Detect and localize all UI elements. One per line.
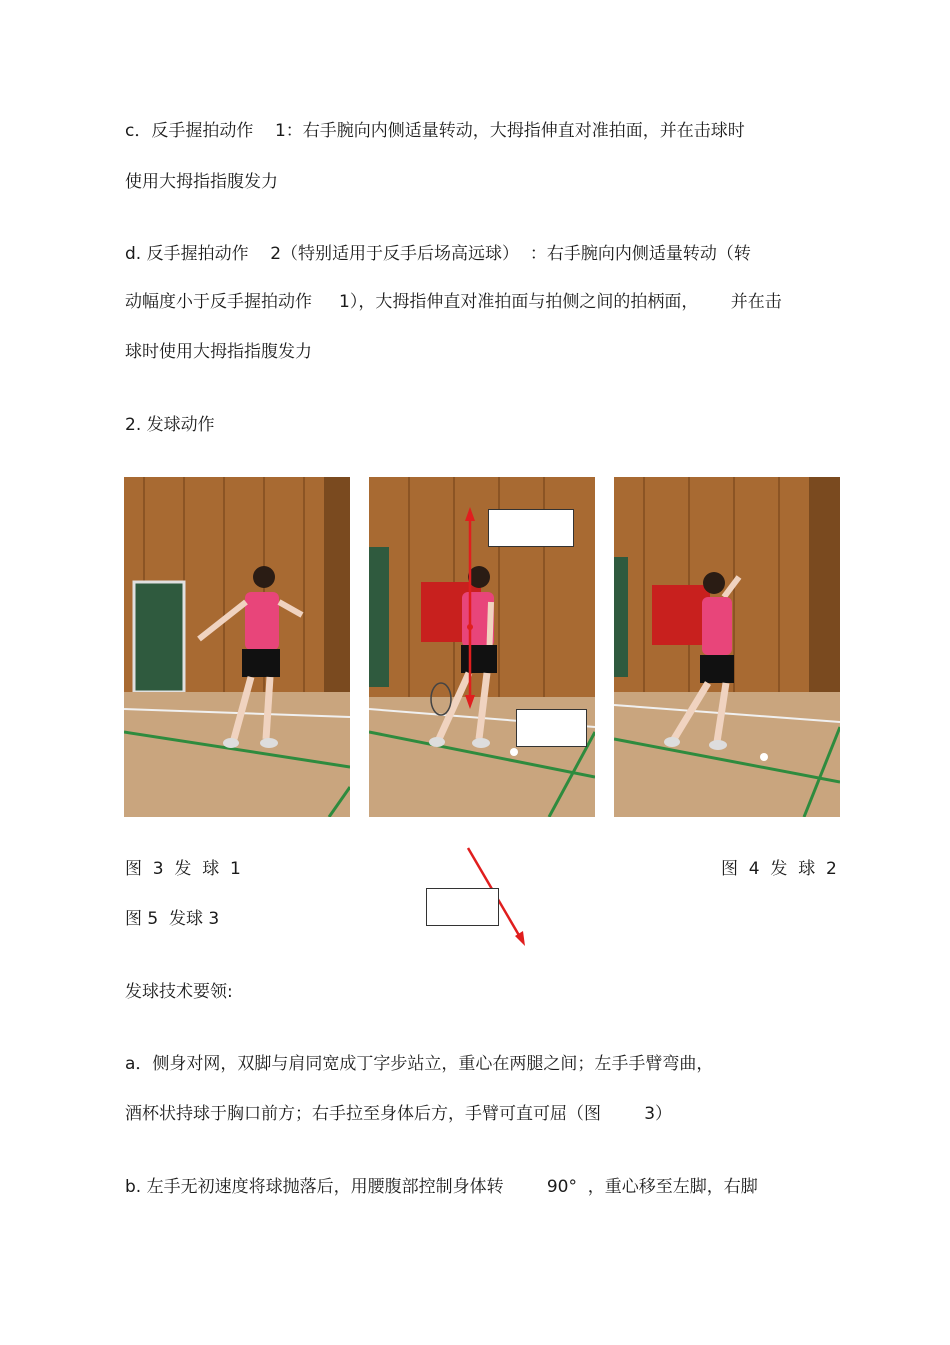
para-d-line3: 球时使用大拇指指腹发力 bbox=[125, 342, 312, 362]
para-d-line2: 动幅度小于反手握拍动作 1），大拇指伸直对准拍面与拍侧之间的拍柄面， 并在击 bbox=[125, 292, 782, 312]
para-c-line1: c．反手握拍动作 1：右手腕向内侧适量转动，大拇指伸直对准拍面，并在击球时 bbox=[125, 121, 745, 141]
key-points-title: 发球技术要领: bbox=[125, 982, 233, 1002]
section-title: 2. 发球动作 bbox=[125, 415, 215, 435]
para-a-line2: 酒杯状持球于胸口前方；右手拉至身体后方，手臂可直可屈（图 3） bbox=[125, 1104, 673, 1124]
serve-photo-1 bbox=[124, 477, 350, 817]
para-a-line1: a．侧身对网，双脚与肩同宽成丁字步站立，重心在两腿之间；左手手臂弯曲， bbox=[125, 1054, 714, 1074]
serve-photo-3 bbox=[614, 477, 840, 817]
para-b-line1: b. 左手无初速度将球抛落后，用腰腹部控制身体转 90° ，重心移至左脚，右脚 bbox=[125, 1177, 758, 1197]
caption-fig-3: 图 3 发 球 1 bbox=[125, 859, 241, 879]
para-c-line2: 使用大拇指指腹发力 bbox=[125, 172, 278, 192]
para-d-line1: d. 反手握拍动作 2（特别适用于反手后场高远球） ：右手腕向内侧适量转动（转 bbox=[125, 244, 751, 264]
caption-fig-4: 图 4 发 球 2 bbox=[721, 859, 837, 879]
label-box-bottom bbox=[516, 709, 587, 747]
label-box-top bbox=[488, 509, 574, 547]
label-box-caption bbox=[426, 888, 499, 926]
caption-fig-5: 图 5 发球 3 bbox=[125, 909, 220, 929]
